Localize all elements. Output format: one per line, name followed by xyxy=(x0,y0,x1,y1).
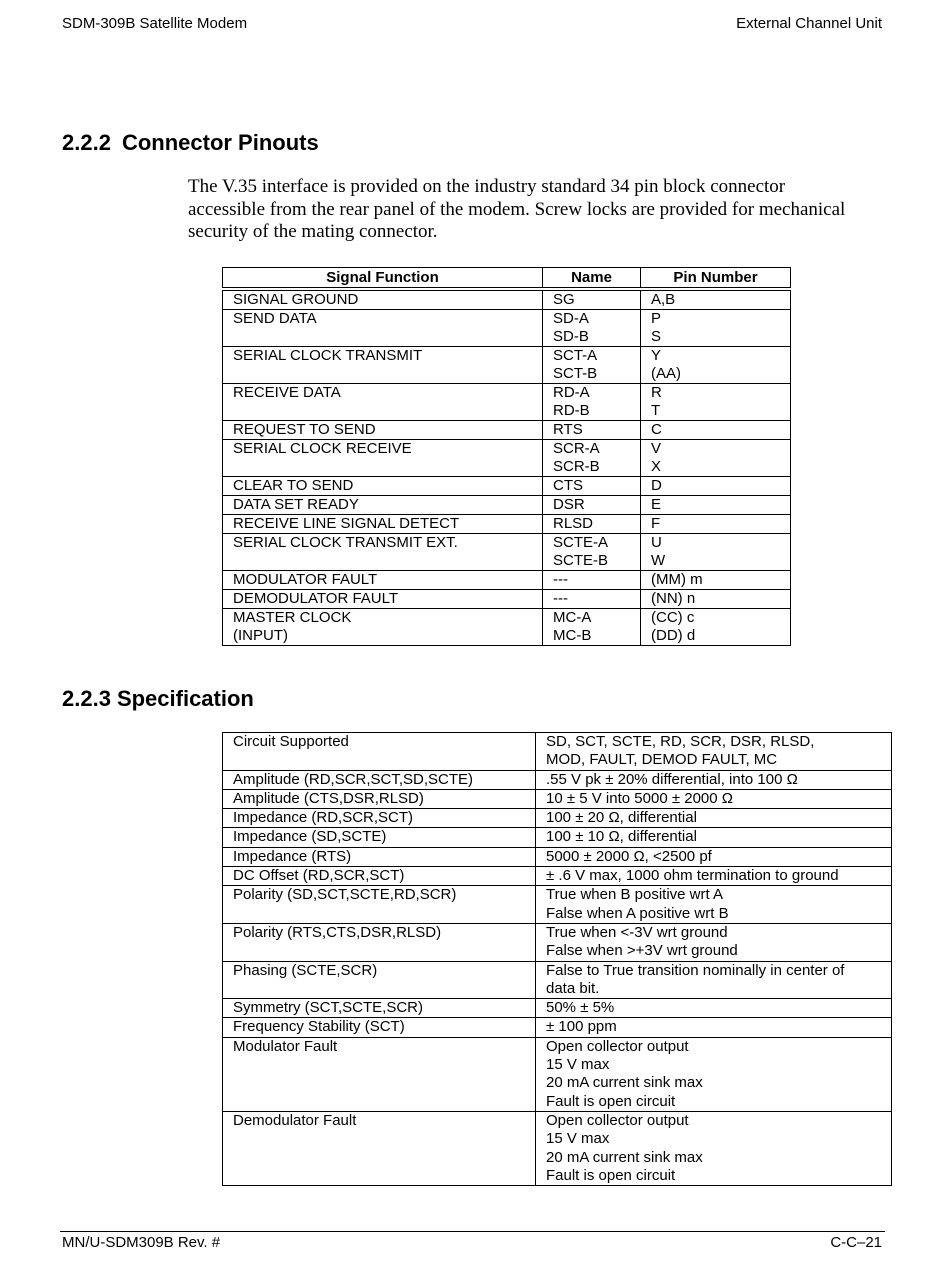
table-row xyxy=(223,1111,892,1185)
column-header-pin-number: Pin Number xyxy=(641,268,791,290)
pin-number-cell: D xyxy=(641,477,791,496)
table-row xyxy=(223,590,791,609)
table-row xyxy=(223,867,892,886)
signal-name-cell: MC-A MC-B xyxy=(543,609,641,646)
table-row xyxy=(223,421,791,440)
pin-number-cell: P S xyxy=(641,310,791,347)
section-heading-connector-pinouts xyxy=(62,130,319,156)
table-row xyxy=(223,1037,892,1111)
pin-number-cell: E xyxy=(641,496,791,515)
table-row xyxy=(223,923,892,961)
table-row xyxy=(223,477,791,496)
running-header-left: SDM-309B Satellite Modem xyxy=(62,15,248,32)
spec-parameter-cell: Phasing (SCTE,SCR) xyxy=(223,961,536,999)
table-row xyxy=(223,310,791,347)
pinouts-paragraph xyxy=(188,176,845,244)
spec-value-cell: Open collector output 15 V max 20 mA current sink max Fault is open circuit xyxy=(536,1111,892,1185)
column-header-name: Name xyxy=(543,268,641,290)
table-row xyxy=(223,515,791,534)
spec-value-cell: ± .6 V max, 1000 ohm termination to ground xyxy=(536,867,892,886)
spec-parameter-cell: Circuit Supported xyxy=(223,733,536,771)
table-row xyxy=(223,609,791,646)
spec-value-cell: True when <-3V wrt ground False when >+3V wrt ground xyxy=(536,923,892,961)
table-row xyxy=(223,999,892,1018)
table-row xyxy=(223,828,892,847)
table-row xyxy=(223,809,892,828)
signal-function-cell: MODULATOR FAULT xyxy=(223,571,543,590)
signal-name-cell: SD-A SD-B xyxy=(543,310,641,347)
pin-number-cell: A,B xyxy=(641,289,791,310)
spec-value-cell: True when B positive wrt A False when A positive wrt B xyxy=(536,886,892,924)
signal-name-cell: SCT-A SCT-B xyxy=(543,347,641,384)
table-row xyxy=(223,1018,892,1037)
table-row xyxy=(223,440,791,477)
spec-value-cell: Open collector output 15 V max 20 mA current sink max Fault is open circuit xyxy=(536,1037,892,1111)
signal-function-cell: RECEIVE LINE SIGNAL DETECT xyxy=(223,515,543,534)
table-row xyxy=(223,384,791,421)
section-title: Connector Pinouts xyxy=(121,130,319,155)
spec-parameter-cell: Frequency Stability (SCT) xyxy=(223,1018,536,1037)
signal-name-cell: SCTE-A SCTE-B xyxy=(543,534,641,571)
footer-document-id: MN/U-SDM309B Rev. # xyxy=(62,1234,221,1251)
footer-rule xyxy=(60,1231,885,1232)
spec-parameter-cell: Amplitude (RD,SCR,SCT,SD,SCTE) xyxy=(223,770,536,789)
table-row xyxy=(223,347,791,384)
pinout-header-row xyxy=(223,268,791,290)
specification-table-body xyxy=(223,733,892,1186)
running-header-right: External Channel Unit xyxy=(736,15,882,32)
table-row xyxy=(223,770,892,789)
signal-name-cell: DSR xyxy=(543,496,641,515)
pin-number-cell: (CC) c (DD) d xyxy=(641,609,791,646)
signal-function-cell: SIGNAL GROUND xyxy=(223,289,543,310)
pin-number-cell: Y (AA) xyxy=(641,347,791,384)
spec-parameter-cell: Impedance (SD,SCTE) xyxy=(223,828,536,847)
signal-function-cell: CLEAR TO SEND xyxy=(223,477,543,496)
signal-name-cell: RD-A RD-B xyxy=(543,384,641,421)
section-heading-specification xyxy=(62,686,254,712)
spec-value-cell: False to True transition nominally in center of data bit. xyxy=(536,961,892,999)
spec-value-cell: 100 ± 10 Ω, differential xyxy=(536,828,892,847)
table-row xyxy=(223,534,791,571)
signal-name-cell: --- xyxy=(543,571,641,590)
spec-value-cell: ± 100 ppm xyxy=(536,1018,892,1037)
signal-function-cell: SERIAL CLOCK TRANSMIT EXT. xyxy=(223,534,543,571)
signal-function-cell: DATA SET READY xyxy=(223,496,543,515)
signal-function-cell: SERIAL CLOCK TRANSMIT xyxy=(223,347,543,384)
signal-function-cell: RECEIVE DATA xyxy=(223,384,543,421)
signal-name-cell: RLSD xyxy=(543,515,641,534)
signal-function-cell: MASTER CLOCK (INPUT) xyxy=(223,609,543,646)
section-title: Specification xyxy=(116,686,254,711)
section-number: 2.2.3 xyxy=(62,686,111,711)
signal-name-cell: RTS xyxy=(543,421,641,440)
signal-function-cell: SERIAL CLOCK RECEIVE xyxy=(223,440,543,477)
spec-parameter-cell: Impedance (RTS) xyxy=(223,847,536,866)
table-row xyxy=(223,886,892,924)
section-number: 2.2.2 xyxy=(62,130,111,155)
pin-number-cell: R T xyxy=(641,384,791,421)
signal-name-cell: SCR-A SCR-B xyxy=(543,440,641,477)
pin-number-cell: F xyxy=(641,515,791,534)
pin-number-cell: C xyxy=(641,421,791,440)
spec-parameter-cell: Demodulator Fault xyxy=(223,1111,536,1185)
pinout-table-body xyxy=(223,289,791,646)
spec-value-cell: 10 ± 5 V into 5000 ± 2000 Ω xyxy=(536,789,892,808)
signal-name-cell: CTS xyxy=(543,477,641,496)
paragraph-line: security of the mating connector. xyxy=(188,221,438,242)
signal-name-cell: SG xyxy=(543,289,641,310)
spec-value-cell: 100 ± 20 Ω, differential xyxy=(536,809,892,828)
pin-number-cell: U W xyxy=(641,534,791,571)
table-row xyxy=(223,847,892,866)
spec-value-cell: SD, SCT, SCTE, RD, SCR, DSR, RLSD, MOD, FAULT, DEMOD FAULT, MC xyxy=(536,733,892,771)
table-row xyxy=(223,571,791,590)
table-row xyxy=(223,496,791,515)
spec-value-cell: .55 V pk ± 20% differential, into 100 Ω xyxy=(536,770,892,789)
table-row xyxy=(223,289,791,310)
table-row xyxy=(223,733,892,771)
signal-function-cell: DEMODULATOR FAULT xyxy=(223,590,543,609)
column-header-signal-function: Signal Function xyxy=(223,268,543,290)
paragraph-line: The V.35 interface is provided on the industry standard 34 pin block connector xyxy=(188,176,786,197)
signal-function-cell: REQUEST TO SEND xyxy=(223,421,543,440)
spec-parameter-cell: Amplitude (CTS,DSR,RLSD) xyxy=(223,789,536,808)
pin-number-cell: (MM) m xyxy=(641,571,791,590)
footer-page-number: C-C–21 xyxy=(830,1234,882,1251)
table-row xyxy=(223,789,892,808)
spec-parameter-cell: Symmetry (SCT,SCTE,SCR) xyxy=(223,999,536,1018)
signal-function-cell: SEND DATA xyxy=(223,310,543,347)
table-row xyxy=(223,961,892,999)
pinout-table xyxy=(222,267,791,646)
spec-parameter-cell: Polarity (RTS,CTS,DSR,RLSD) xyxy=(223,923,536,961)
spec-parameter-cell: Polarity (SD,SCT,SCTE,RD,SCR) xyxy=(223,886,536,924)
spec-parameter-cell: Modulator Fault xyxy=(223,1037,536,1111)
spec-parameter-cell: DC Offset (RD,SCR,SCT) xyxy=(223,867,536,886)
signal-name-cell: --- xyxy=(543,590,641,609)
spec-value-cell: 50% ± 5% xyxy=(536,999,892,1018)
pin-number-cell: (NN) n xyxy=(641,590,791,609)
pin-number-cell: V X xyxy=(641,440,791,477)
spec-value-cell: 5000 ± 2000 Ω, <2500 pf xyxy=(536,847,892,866)
specification-table xyxy=(222,732,892,1186)
paragraph-line: accessible from the rear panel of the modem. Screw locks are provided for mechanical xyxy=(188,198,846,220)
spec-parameter-cell: Impedance (RD,SCR,SCT) xyxy=(223,809,536,828)
